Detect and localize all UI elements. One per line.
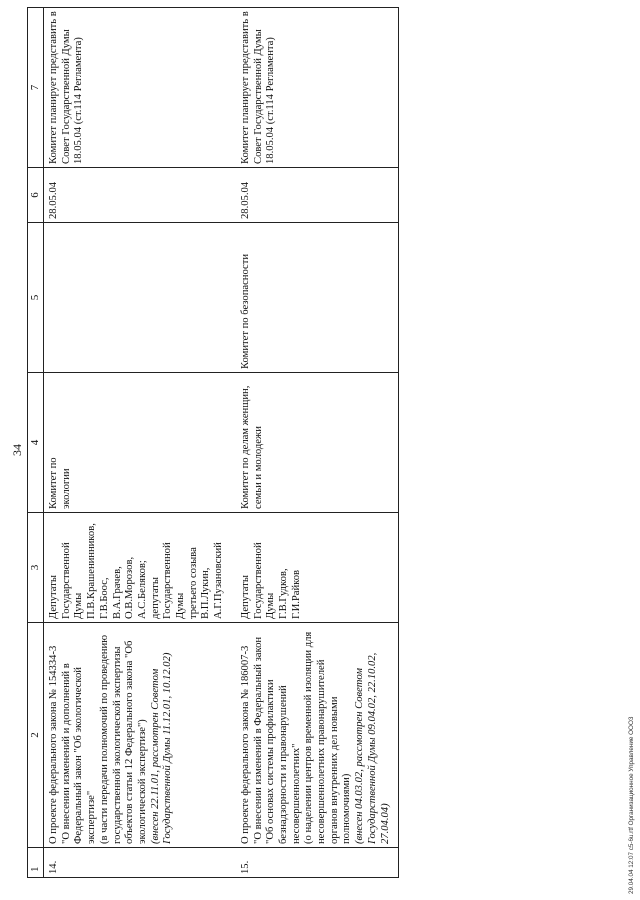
responsible-committee: Комитет по делам женщин, семьи и молодежи [232, 373, 399, 513]
deadline-date: 28.05.04 [232, 168, 399, 223]
column-header-3: 3 [28, 513, 44, 623]
co-executor-committee: Комитет по безопасности [232, 223, 399, 373]
bills-table [27, 7, 399, 878]
bill-authors: Депутаты Государственной Думы П.В.Крашенинников, Г.В.Боос, В.А.Грачев, О.В.Морозов, А.С.Беляков; депутаты Государственной Думы третьего созыва В.П.Лукин, А.Г.Пузановский [44, 513, 232, 623]
column-header-5: 5 [28, 223, 44, 373]
deadline-date: 28.05.04 [44, 168, 232, 223]
bill-description [44, 623, 232, 848]
table-row [44, 8, 232, 878]
bill-text: "О внесении изменений и дополнений в Федеральный закон "Об экологической экспертизе" (в части передачи полномочий по проведению государственной экологической экспертизы объектов статьи 12 Федерального закона "Об экологической экспертизе") [60, 634, 148, 844]
bill-title: О проекте федерального закона № 186007-3 [239, 645, 251, 844]
bill-title: О проекте федерального закона № 154334-3 [48, 645, 59, 844]
page-number: 34 [10, 444, 24, 456]
co-executor-committee [44, 223, 232, 373]
bill-authors: Депутаты Государственной Думы Г.В.Гудков, Г.И.Райков [232, 513, 399, 623]
bill-text: "О внесении изменений в Федеральный закон "Об основах системы профилактики безнадзорности и правонарушений несовершеннолетних" (о наделении центров временной изоляции для несовершеннолетних правонарушителей органов внутренних дел новыми полномочиями) [252, 631, 353, 844]
responsible-committee: Комитет по экологии [44, 373, 232, 513]
column-header-2: 2 [28, 623, 44, 848]
planned-action: Комитет планирует представить в Совет Государственной Думы 18.05.04 (ст.114 Регламента) [44, 8, 232, 168]
file-footer: 29.04.04 12:07 c5-6u.rtf Организационное Управление ООО3 [628, 716, 635, 894]
column-header-7: 7 [28, 8, 44, 168]
table-row [232, 8, 399, 878]
bill-description [232, 623, 399, 848]
column-number-row [28, 8, 44, 878]
planned-action: Комитет планирует представить в Совет Государственной Думы 18.05.04 (ст.114 Регламента) [232, 8, 399, 168]
bill-note: (внесен 04.03.02, рассмотрен Советом Государственной Думы 09.04.02, 22.10.02, 27.04.04) [354, 652, 391, 844]
row-number: 14. [44, 848, 232, 878]
column-header-1: 1 [28, 848, 44, 878]
column-header-4: 4 [28, 373, 44, 513]
column-header-6: 6 [28, 168, 44, 223]
row-number: 15. [232, 848, 399, 878]
bill-note: (внесен 22.11.01, рассмотрен Советом Государственной Думы 11.12.01, 10.12.02) [149, 652, 174, 844]
